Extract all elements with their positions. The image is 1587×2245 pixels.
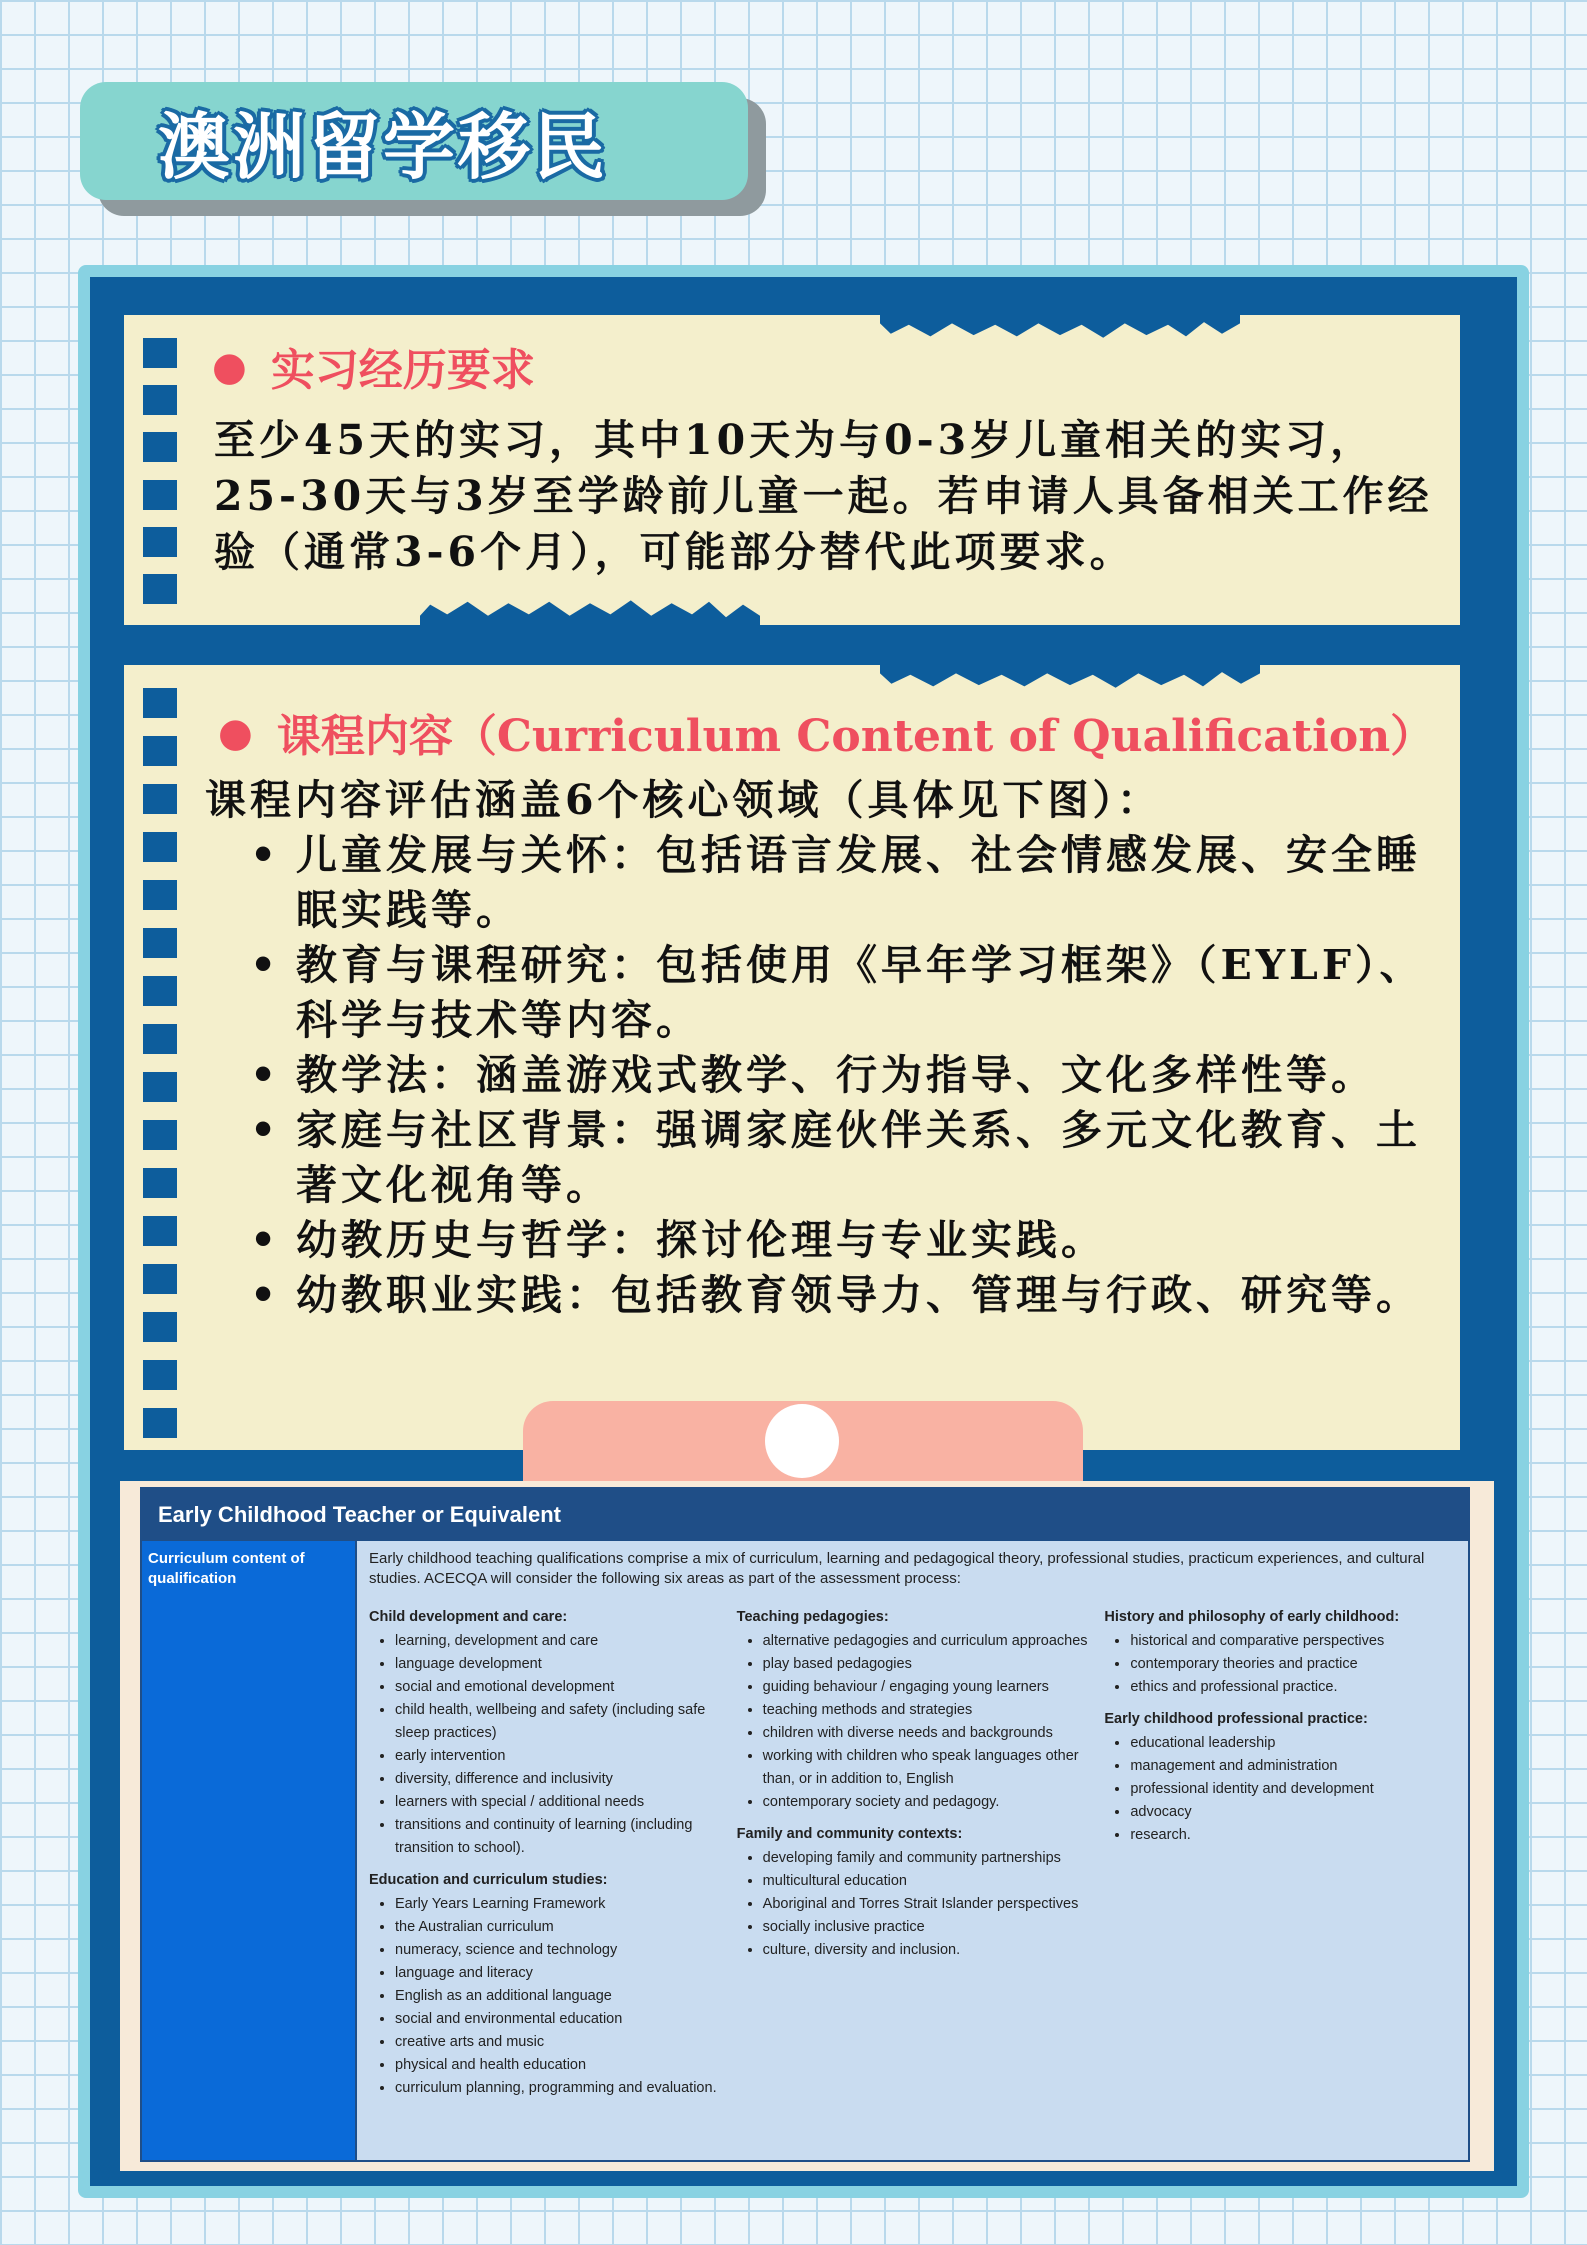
bullet-dot-icon: ● xyxy=(212,342,247,390)
list-item: • multicultural education xyxy=(763,1870,1091,1893)
list-item: • advocacy xyxy=(1130,1801,1458,1824)
list-item: • creative arts and music xyxy=(395,2031,723,2054)
list-item: • learners with special / additional needs xyxy=(395,1791,723,1814)
list-item: • the Australian curriculum xyxy=(395,1916,723,1939)
list-item: • teaching methods and strategies xyxy=(763,1699,1091,1722)
list-item: • 幼教历史与哲学：探讨伦理与专业实践。 xyxy=(250,1213,1445,1268)
list-item: • social and emotional development xyxy=(395,1676,723,1699)
list-item: • contemporary society and pedagogy. xyxy=(763,1791,1091,1814)
list-item: • Early Years Learning Framework xyxy=(395,1893,723,1916)
list-item: • language and literacy xyxy=(395,1962,723,1985)
list-item: • learning, development and care xyxy=(395,1630,723,1653)
list-item: • early intervention xyxy=(395,1745,723,1768)
group-title: Early childhood professional practice: xyxy=(1104,1711,1368,1727)
list-item: • historical and comparative perspectives xyxy=(1130,1630,1458,1653)
list-item: • 教育与课程研究：包括使用《早年学习框架》（EYLF）、科学与技术等内容。 xyxy=(250,938,1445,1048)
list-item: • socially inclusive practice xyxy=(763,1916,1091,1939)
list-item: • diversity, difference and inclusivity xyxy=(395,1768,723,1791)
list-item: • play based pedagogies xyxy=(763,1653,1091,1676)
list-item: • contemporary theories and practice xyxy=(1130,1653,1458,1676)
list-item: • culture, diversity and inclusion. xyxy=(763,1939,1091,1962)
practicum-text: 至少45天的实习，其中10天为与0-3岁儿童相关的实习，25-30天与3岁至学龄前儿童一起。若申请人具备相关工作经验（通常3-6个月），可能部分替代此项要求。 xyxy=(214,416,1433,576)
section-heading-practicum: ● 实习经历要求 xyxy=(212,342,535,396)
group-title: Family and community contexts: xyxy=(736,1826,963,1842)
document-header: Early Childhood Teacher or Equivalent xyxy=(142,1489,1468,1541)
document-table xyxy=(140,1487,1470,2162)
document-column-2 xyxy=(737,1607,1091,2110)
curriculum-bullet-list xyxy=(250,828,1445,1323)
list-item: • social and environmental education xyxy=(395,2008,723,2031)
list-item: • children with diverse needs and backgrounds xyxy=(763,1722,1091,1745)
list-item: • curriculum planning, programming and evaluation. xyxy=(395,2077,723,2100)
list-item: • 家庭与社区背景：强调家庭伙伴关系、多元文化教育、土著文化视角等。 xyxy=(250,1103,1445,1213)
page-title: 澳洲留学移民 xyxy=(158,105,609,189)
group-title: Child development and care: xyxy=(369,1609,568,1625)
group-title: Education and curriculum studies: xyxy=(369,1872,608,1888)
list-item: • 教学法：涵盖游戏式教学、行为指导、文化多样性等。 xyxy=(250,1048,1445,1103)
bullet-dot-icon: ● xyxy=(218,708,253,756)
document-left-label: Curriculum content of qualification xyxy=(142,1541,357,2160)
list-item: • management and administration xyxy=(1130,1755,1458,1778)
list-item: • English as an additional language xyxy=(395,1985,723,2008)
list-item: • Aboriginal and Torres Strait Islander perspectives xyxy=(763,1893,1091,1916)
list-item: • working with children who speak languages other than, or in addition to, English xyxy=(763,1745,1091,1791)
section-heading-curriculum: ● 课程内容（Curriculum Content of Qualification） xyxy=(218,708,1435,762)
group-title: History and philosophy of early childhood: xyxy=(1104,1609,1400,1625)
list-item: • numeracy, science and technology xyxy=(395,1939,723,1962)
list-item: • 幼教职业实践：包括教育领导力、管理与行政、研究等。 xyxy=(250,1268,1445,1323)
curriculum-intro: 课程内容评估涵盖6个核心领域（具体见下图）： xyxy=(205,776,1163,824)
list-item: • transitions and continuity of learning (including transition to school). xyxy=(395,1814,723,1860)
list-item: • educational leadership xyxy=(1130,1732,1458,1755)
list-item: • language development xyxy=(395,1653,723,1676)
list-item: • child health, wellbeing and safety (including safe sleep practices) xyxy=(395,1699,723,1745)
list-item: • alternative pedagogies and curriculum approaches xyxy=(763,1630,1091,1653)
list-item: • 儿童发展与关怀：包括语言发展、社会情感发展、安全睡眠实践等。 xyxy=(250,828,1445,938)
document-intro: Early childhood teaching qualifications comprise a mix of curriculum, learning and pedagogical theory, professional studies, practicum experiences, and cultural studies. ACECQA will consider the following six areas as part of the assessment process: xyxy=(369,1550,1425,1587)
binder-holes xyxy=(143,688,177,1438)
list-item: • developing family and community partnerships xyxy=(763,1847,1091,1870)
list-item: • physical and health education xyxy=(395,2054,723,2077)
list-item: • ethics and professional practice. xyxy=(1130,1676,1458,1699)
document-column-3 xyxy=(1104,1607,1458,2110)
list-item: • guiding behaviour / engaging young learners xyxy=(763,1676,1091,1699)
title-tag xyxy=(80,82,748,200)
clip-hole xyxy=(765,1404,839,1478)
document-column-1 xyxy=(369,1607,723,2110)
binder-holes xyxy=(143,338,177,604)
list-item: • research. xyxy=(1130,1824,1458,1847)
group-title: Teaching pedagogies: xyxy=(736,1609,889,1625)
document-content xyxy=(359,1541,1468,2160)
list-item: • professional identity and development xyxy=(1130,1778,1458,1801)
